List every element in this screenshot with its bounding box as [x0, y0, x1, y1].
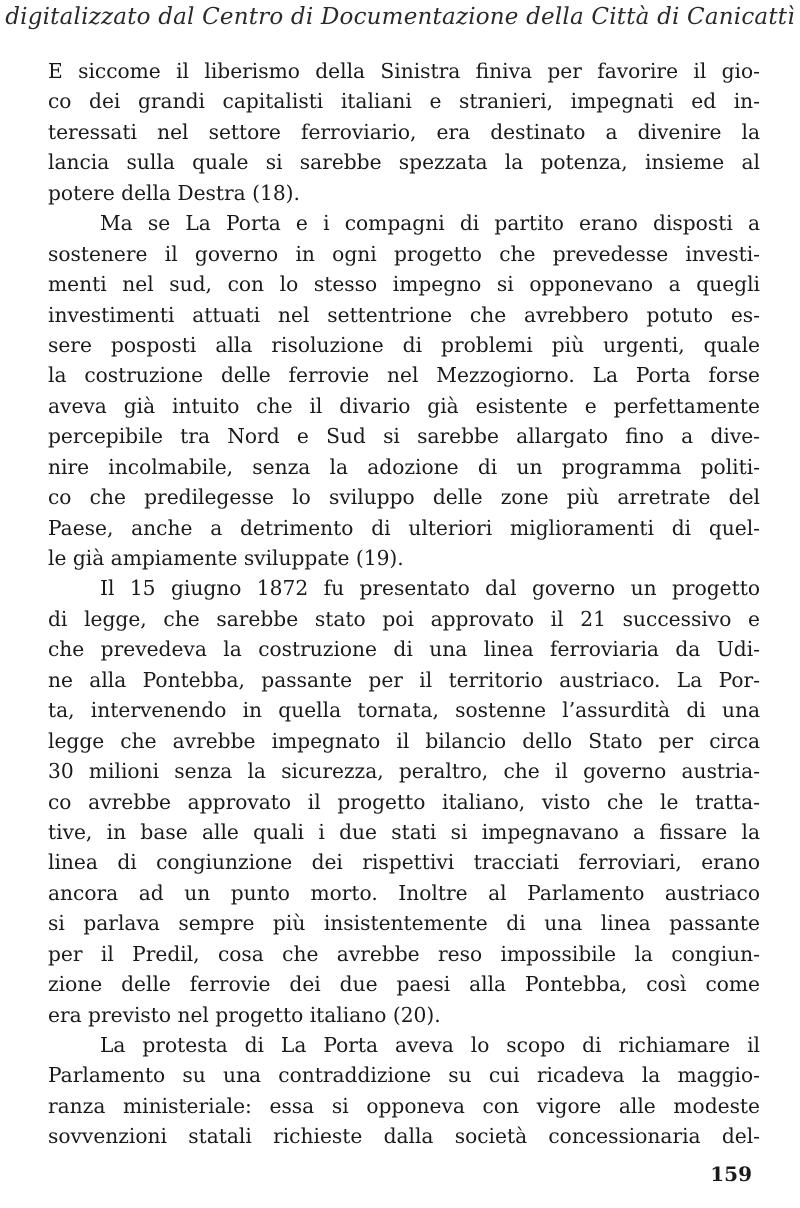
text-line: E siccome il liberismo della Sinistra finiva per favorire il gio- — [48, 59, 760, 83]
text-line: investimenti attuati nel settentrione che avrebbero potuto es- — [48, 302, 760, 327]
text-line: Paese, anche a detrimento di ulteriori miglioramenti di quel- — [48, 515, 760, 540]
text-line: sovvenzioni statali richieste dalla società concessionaria del- — [48, 1124, 760, 1149]
paragraph — [48, 56, 760, 208]
text-line: percepibile tra Nord e Sud si sarebbe allargato fino a dive- — [48, 424, 760, 449]
text-line: co dei grandi capitalisti italiani e stranieri, impegnati ed in- — [48, 89, 760, 114]
text-line: le già ampiamente sviluppate (19). — [48, 546, 404, 570]
text-line: menti nel sud, con lo stesso impegno si opponevano a quegli — [48, 272, 760, 297]
text-line: ta, intervenendo in quella tornata, sostenne l’assurdità di una — [48, 698, 760, 723]
text-line: era previsto nel progetto italiano (20). — [48, 1002, 441, 1027]
text-line: che prevedeva la costruzione di una linea ferroviaria da Udi- — [48, 637, 760, 662]
text-line: sere posposti alla risoluzione di problemi più urgenti, quale — [48, 332, 760, 357]
text-line: ancora ad un punto morto. Inoltre al Parlamento austriaco — [48, 880, 760, 905]
text-line: lancia sulla quale si sarebbe spezzata la potenza, insieme al — [48, 150, 760, 175]
paragraph — [48, 208, 760, 573]
text-line: potere della Destra (18). — [48, 180, 300, 205]
text-line: per il Predil, cosa che avrebbe reso impossibile la congiun- — [48, 941, 760, 966]
body-text — [48, 56, 760, 1152]
text-line: 30 milioni senza la sicurezza, peraltro, che il governo austria- — [48, 759, 760, 784]
text-line: ranza ministeriale: essa si opponeva con vigore alle modeste — [48, 1093, 760, 1118]
text-line: co avrebbe approvato il progetto italiano, visto che le tratta- — [48, 789, 760, 814]
text-line: co che predilegesse lo sviluppo delle zone più arretrate del — [48, 485, 760, 510]
text-line: tive, in base alle quali i due stati si impegnavano a fissare la — [48, 819, 760, 844]
paragraph — [48, 573, 760, 1030]
text-line: legge che avrebbe impegnato il bilancio dello Stato per circa — [48, 728, 760, 753]
text-line: linea di congiunzione dei rispettivi tracciati ferroviari, erano — [48, 850, 760, 875]
paragraph — [48, 1030, 760, 1152]
text-line: teressati nel settore ferroviario, era destinato a divenire la — [48, 119, 760, 144]
page-number: 159 — [710, 1162, 752, 1186]
text-line: La protesta di La Porta aveva lo scopo di richiamare il — [100, 1033, 760, 1057]
text-line: zione delle ferrovie dei due paesi alla Pontebba, così come — [48, 972, 760, 997]
text-line: di legge, che sarebbe stato poi approvato il 21 successivo e — [48, 606, 760, 631]
text-line: sostenere il governo in ogni progetto che prevedesse investi- — [48, 241, 760, 266]
text-line: ne alla Pontebba, passante per il territorio austriaco. La Por- — [48, 667, 760, 692]
text-line: Il 15 giugno 1872 fu presentato dal governo un progetto — [100, 576, 760, 601]
text-line: Ma se La Porta e i compagni di partito erano disposti a — [100, 211, 760, 236]
text-line: nire incolmabile, senza la adozione di un programma politi- — [48, 454, 760, 479]
text-line: la costruzione delle ferrovie nel Mezzogiorno. La Porta forse — [48, 363, 760, 388]
text-line: si parlava sempre più insistentemente di una linea passante — [48, 911, 760, 936]
text-line: aveva già intuito che il divario già esistente e perfettamente — [48, 393, 760, 418]
text-line: Parlamento su una contraddizione su cui ricadeva la maggio- — [48, 1063, 760, 1088]
digitization-watermark: digitalizzato dal Centro di Documentazione della Città di Canicattì — [5, 4, 795, 30]
